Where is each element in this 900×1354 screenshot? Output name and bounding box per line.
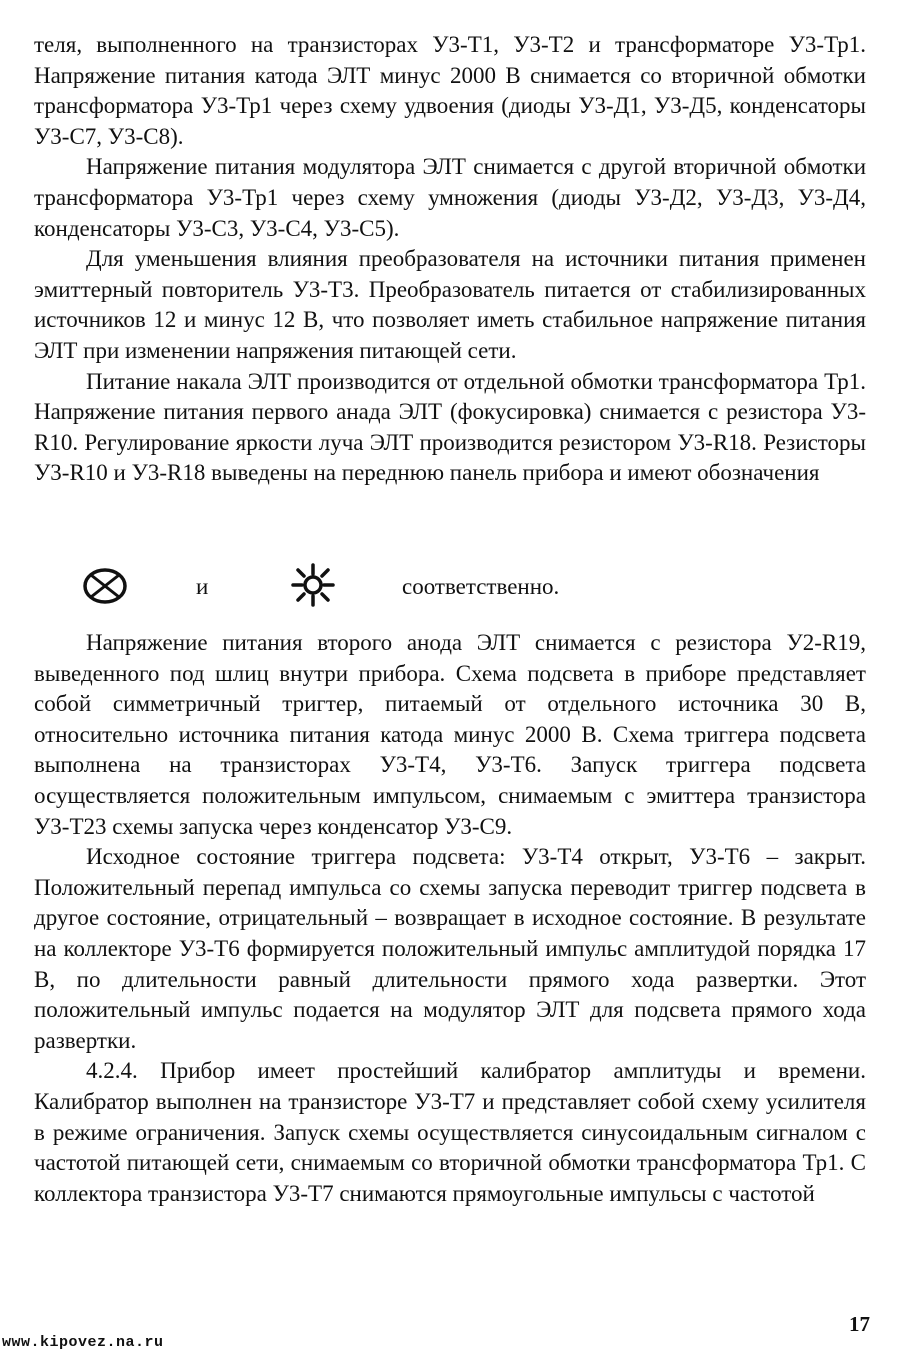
- paragraph-second-anode: Напряжение питания второго анода ЭЛТ снимается с резистора У2-R19, выведенного под шлиц внутри прибора. Схема подсвета в приборе представляет собой симметричный тригтер, питаемый от отдельного источника 30 В, относительно источника питания катода минус 2000 В. Схема триггера подсвета выполнена на транзисторах У3-Т4, У3-Т6. Запуск триггера подсвета осуществляется положительным импульсом, снимаемым с эмиттера транзистора У3-Т23 схемы запуска через конденсатор У3-С9.: [34, 630, 866, 839]
- text-block-bottom: [34, 628, 866, 1209]
- symbols-conjunction: и: [196, 574, 209, 599]
- focus-symbol-icon: [82, 566, 128, 606]
- paragraph-filament: Питание накала ЭЛТ производится от отдельной обмотки трансформатора Тр1. Напряжение питания первого анада ЭЛТ (фокусировка) снимается с резистора У3-R10. Регулирование яркости луча ЭЛТ производится резистором У3-R18. Резисторы У3-R10 и У3-R18 выведены на переднюю панель прибора и имеют обозначения: [34, 368, 866, 486]
- symbols-line: [34, 562, 866, 614]
- paragraph-trigger-state: Исходное состояние триггера подсвета: У3-Т4 открыт, У3-Т6 – закрыт. Положительный перепад импульса со схемы запуска переводит триггер подсвета в другое состояние, отрицательный – возвращает в исходное состояние. В результате на коллекторе У3-Т6 формируется положительный импульс амплитудой порядка 17 В, по длительности равный длительности прямого хода развертки. Этот положительный импульс подается на модулятор ЭЛТ для подсвета прямого хода развертки.: [34, 844, 866, 1053]
- text-block-top: [34, 30, 866, 489]
- paragraph-modulator: Напряжение питания модулятора ЭЛТ снимается с другой вторичной обмотки трансформатора У3-Тр1 через схему умножения (диоды У3-Д2, У3-Д3, У3-Д4, конденсаторы У3-С3, У3-С4, У3-С5).: [34, 154, 866, 241]
- paragraph-continuation: теля, выполненного на транзисторах У3-Т1, У3-Т2 и трансформаторе У3-Тр1. Напряжение питания катода ЭЛТ минус 2000 В снимается со вторичной обмотки трансформатора У3-Тр1 через схему удвоения (диоды У3-Д1, У3-Д5, конденсаторы У3-С7, У3-С8).: [34, 32, 866, 149]
- symbols-trailing-text: соответственно.: [402, 574, 560, 599]
- paragraph-emitter-follower: Для уменьшения влияния преобразователя на источники питания применен эмиттерный повторитель У3-Т3. Преобразователь питается от стабилизированных источников 12 и минус 12 В, что позволяет иметь стабильное напряжение питания ЭЛТ при изменении напряжения питающей сети.: [34, 246, 866, 363]
- brightness-symbol-icon: [290, 562, 336, 608]
- footer-url: www.kipovez.na.ru: [2, 1334, 164, 1351]
- paragraph-calibrator: 4.2.4. Прибор имеет простейший калибратор амплитуды и времени. Калибратор выполнен на транзисторе У3-Т7 и представляет собой схему усилителя в режиме ограничения. Запуск схемы осуществляется синусоидальным сигналом с частотой питающей сети, снимаемым со вторичной обмотки трансформатора Тр1. С коллектора транзистора У3-Т7 снимаются прямоугольные импульсы с частотой: [34, 1058, 866, 1206]
- page-number: 17: [849, 1312, 870, 1336]
